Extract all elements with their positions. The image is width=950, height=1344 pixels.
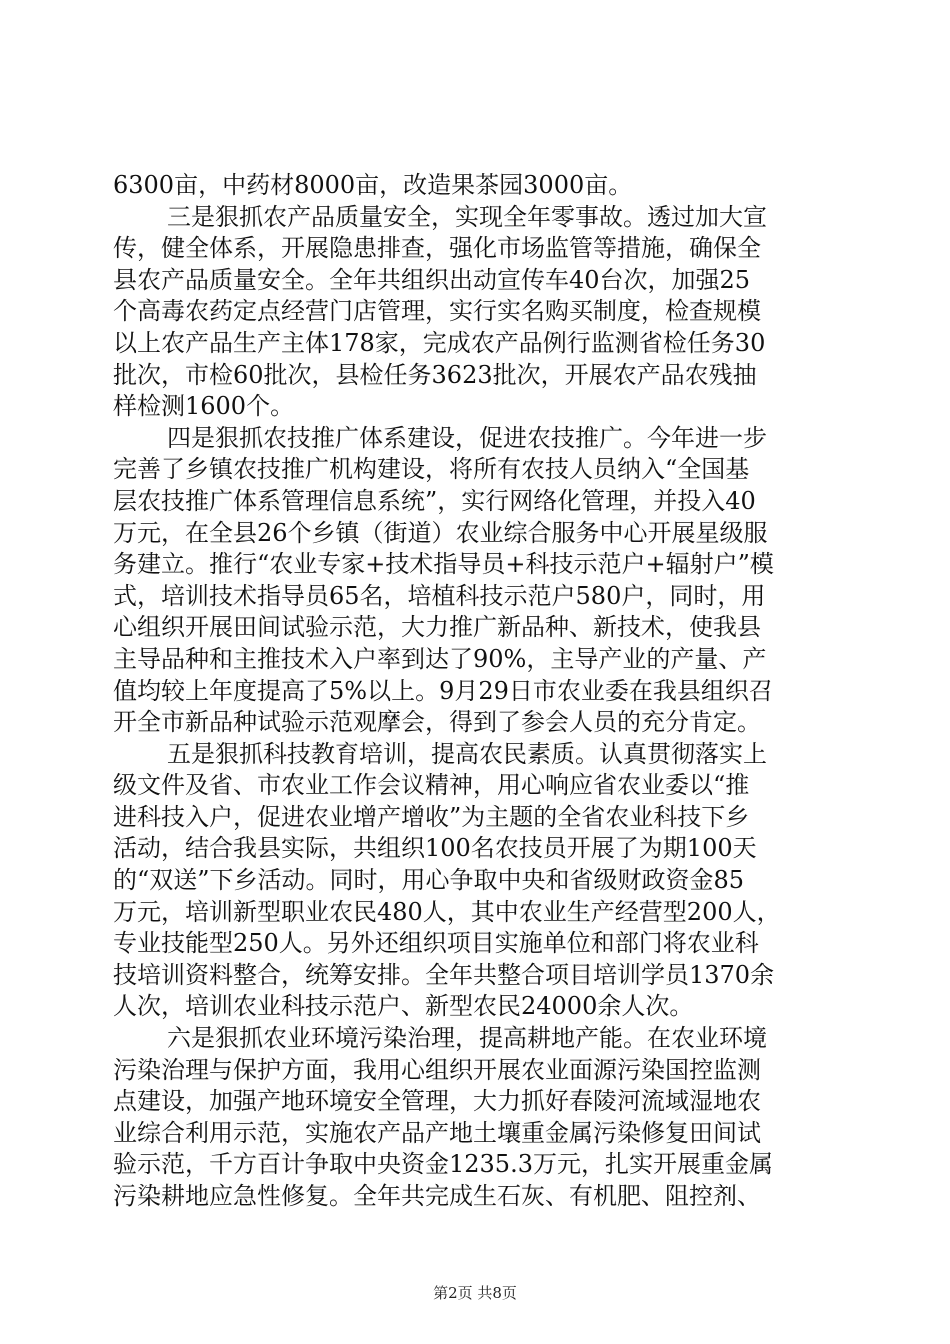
paragraph-start-line: 六是狠抓农业环境污染治理，提高耕地产能。在农业环境 <box>167 1024 767 1053</box>
text-line: 级文件及省、市农业工作会议精神，用心响应省农业委以“推 <box>113 771 750 800</box>
text-line: 层农技推广体系管理信息系统”，实行网络化管理，并投入40 <box>113 486 756 515</box>
text-line: 心组织开展田间试验示范，大力推广新品种、新技术，使我县 <box>113 613 761 642</box>
paragraph-start-line: 五是狠抓科技教育培训，提高农民素质。认真贯彻落实上 <box>167 739 767 768</box>
text-line: 样检测1600个。 <box>113 392 295 421</box>
text-line: 污染治理与保护方面，我用心组织开展农业面源污染国控监测 <box>113 1055 761 1084</box>
text-line: 的“双送”下乡活动。同时，用心争取中央和省级财政资金85 <box>113 866 745 895</box>
text-line: 式，培训技术指导员65名，培植科技示范户580户，同时，用 <box>113 581 766 610</box>
text-line: 专业技能型250人。另外还组织项目实施单位和部门将农业科 <box>113 929 759 958</box>
text-line: 主导品种和主推技术入户率到达了90%，主导产业的产量、产 <box>113 644 767 673</box>
text-line: 以上农产品生产主体178家，完成农产品例行监测省检任务30 <box>113 328 766 357</box>
text-line: 批次，市检60批次，县检任务3623批次，开展农产品农残抽 <box>113 360 757 389</box>
text-line: 进科技入户，促进农业增产增收”为主题的全省农业科技下乡 <box>113 802 750 831</box>
text-line: 人次，培训农业科技示范户、新型农民24000余人次。 <box>113 992 694 1021</box>
text-line: 个高毒农药定点经营门店管理，实行实名购买制度，检查规模 <box>113 297 761 326</box>
page-number-footer: 第2页 共8页 <box>433 1284 517 1302</box>
text-line: 开全市新品种试验示范观摩会，得到了参会人员的充分肯定。 <box>113 708 761 737</box>
text-line: 完善了乡镇农技推广机构建设，将所有农技人员纳入“全国基 <box>113 455 750 484</box>
text-line: 万元，在全县26个乡镇（街道）农业综合服务中心开展星级服 <box>113 518 768 547</box>
text-line: 验示范，千方百计争取中央资金1235.3万元，扎实开展重金属 <box>113 1150 773 1179</box>
paragraph-start-line: 四是狠抓农技推广体系建设，促进农技推广。今年进一步 <box>167 423 767 452</box>
text-line: 业综合利用示范，实施农产品产地土壤重金属污染修复田间试 <box>113 1118 761 1147</box>
text-line: 污染耕地应急性修复。全年共完成生石灰、有机肥、阻控剂、 <box>113 1182 761 1210</box>
paragraph-start-line: 三是狠抓农产品质量安全，实现全年零事故。透过加大宣 <box>167 202 767 231</box>
text-line: 6300亩，中药材8000亩，改造果茶园3000亩。 <box>113 171 633 199</box>
text-line: 点建设，加强产地环境安全管理，大力抓好春陵河流域湿地农 <box>113 1087 761 1116</box>
text-line: 传，健全体系，开展隐患排查，强化市场监管等措施，确保全 <box>113 234 761 263</box>
text-line: 县农产品质量安全。全年共组织出动宣传车40台次，加强25 <box>113 265 751 294</box>
text-line: 万元，培训新型职业农民480人，其中农业生产经营型200人， <box>113 897 781 926</box>
document-body <box>113 170 845 1213</box>
text-line: 务建立。推行“农业专家+技术指导员+科技示范户+辐射户”模 <box>113 550 774 579</box>
text-line: 值均较上年度提高了5%以上。9月29日市农业委在我县组织召 <box>113 676 773 705</box>
text-line: 活动，结合我县实际，共组织100名农技员开展了为期100天 <box>113 834 757 863</box>
text-line: 技培训资料整合，统筹安排。全年共整合项目培训学员1370余 <box>113 960 775 989</box>
